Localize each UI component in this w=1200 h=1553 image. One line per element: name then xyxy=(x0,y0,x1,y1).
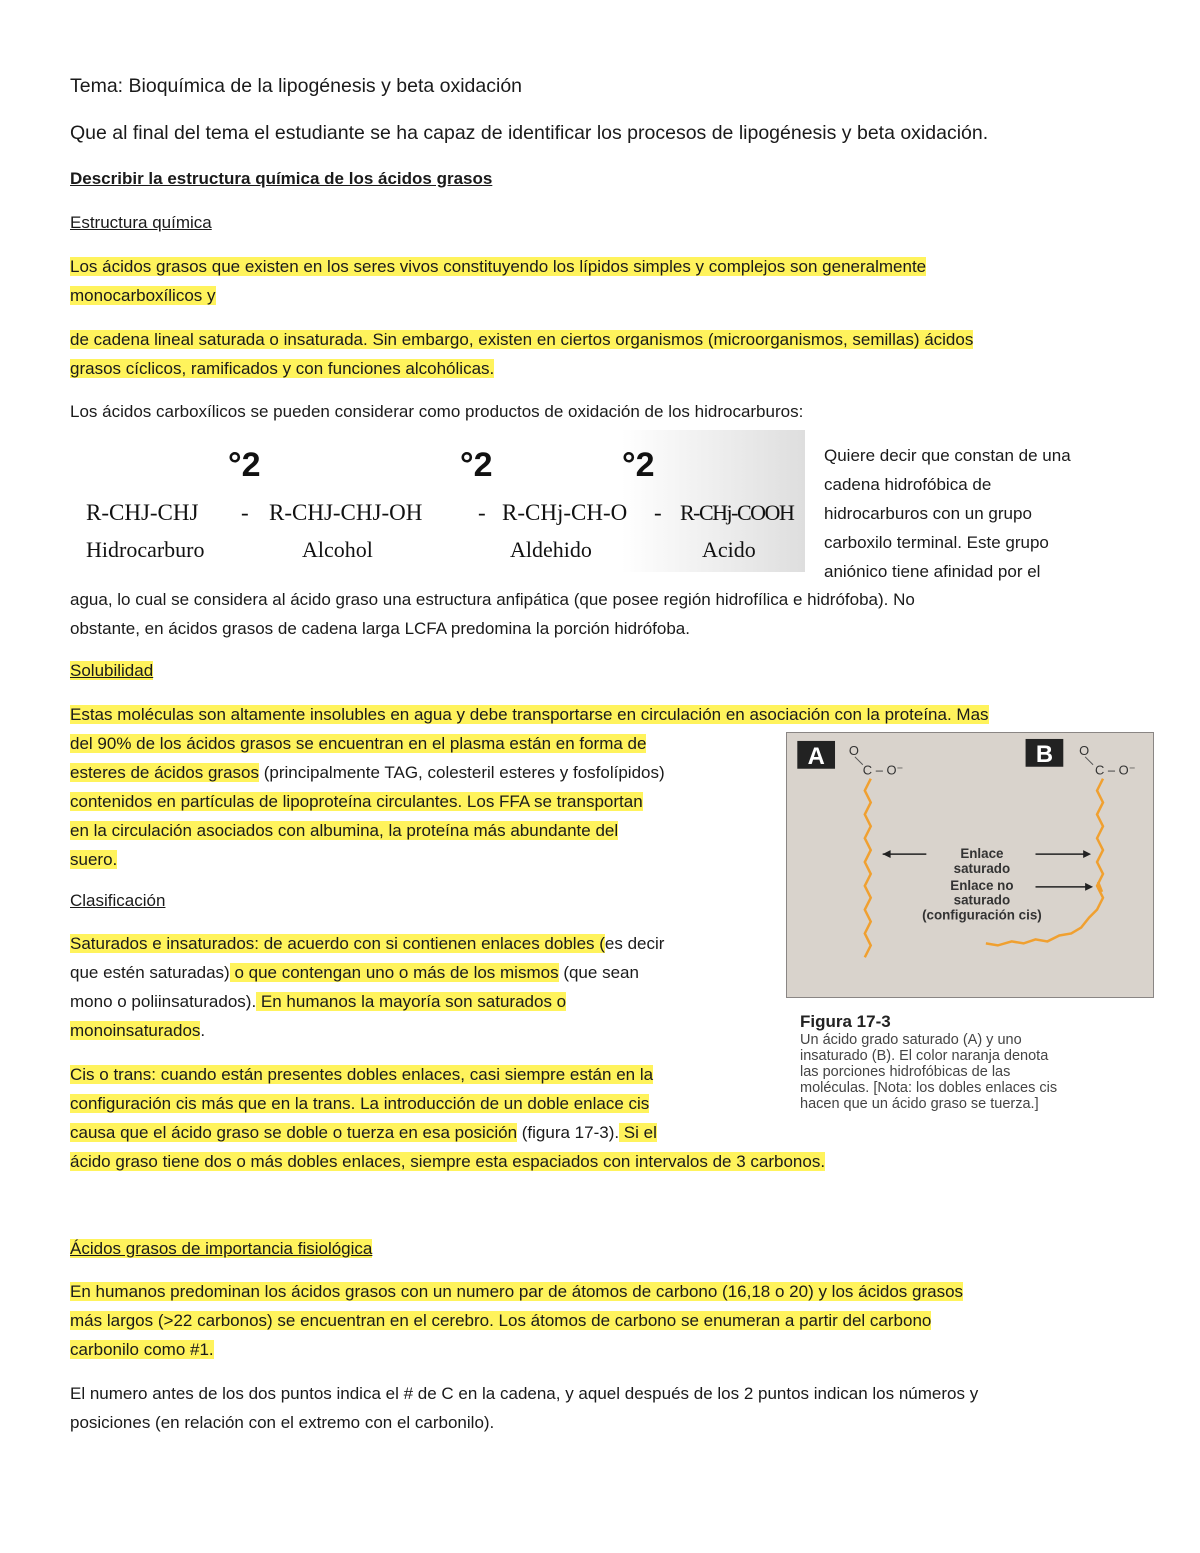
label-alcohol: Alcohol xyxy=(302,537,373,562)
heading-classification: Clasificación xyxy=(70,891,166,910)
figure-caption: Figura 17-3 Un ácido grado saturado (A) y uno insaturado (B). El color naranja denota las porciones hidrofóbicas de las moléculas. [Nota: los dobles enlaces cis hacen que un ácido graso se tuerza.] xyxy=(800,1012,1058,1112)
carboxyl-o-a: O xyxy=(848,742,859,758)
ox-mark-1: °2 xyxy=(228,446,261,484)
side-paragraph-amphipathic: Quiere decir que constan de una cadena hidrofóbica de hidrocarburos con un grupo carboxilo terminal. Este grupo aniónico tiene afinidad por el xyxy=(824,446,1071,581)
formula-acid: R-CHj-COOH xyxy=(680,500,794,525)
formula-sep-3: - xyxy=(654,500,662,525)
label-aldehyde: Aldehido xyxy=(510,537,592,562)
paragraph-notation: El numero antes de los dos puntos indica el # de C en la cadena, y aquel después de los 2 puntos indican los números y posiciones (en relación con el extremo con el carbonilo). xyxy=(70,1384,979,1432)
paragraph-amphipathic-cont: agua, lo cual se considera al ácido graso una estructura anfipática (que posee región hidrofílica e hidrófoba). No obstante, en ácidos grasos de cadena larga LCFA predomina la porción hidrófoba. xyxy=(70,590,915,638)
formula-aldehyde: R-CHj-CH-O xyxy=(502,500,628,525)
formula-sep-2: - xyxy=(478,500,486,525)
page-title: Tema: Bioquímica de la lipogénesis y beta oxidación xyxy=(70,75,523,97)
heading-physiological-importance: Ácidos grasos de importancia fisiológica xyxy=(70,1239,373,1258)
carboxyl-b: C – O⁻ xyxy=(1095,762,1136,778)
figure-17-3 xyxy=(786,732,1154,998)
label-configuracion-cis: (configuración cis) xyxy=(922,907,1042,923)
heading-solubility: Solubilidad xyxy=(70,661,154,680)
paragraph-human-fatty-acids: En humanos predominan los ácidos grasos con un numero par de átomos de carbono (16,18 o 20) y los ácidos grasos más largos (>22 carbonos) se encuentran en el cerebro. Los átomos de carbono se enumeran a partir del carbono carbonilo como #1. xyxy=(70,1282,964,1359)
label-acid: Acido xyxy=(702,537,756,562)
formula-hydrocarbon: R-CHJ-CHJ xyxy=(86,500,199,525)
saturated-chain-a xyxy=(865,779,871,958)
paragraph-solubility: Estas moléculas son altamente insolubles en agua y debe transportarse en circulación en asociación con la proteína. Mas del 90% de los ácidos grasos se encuentran en el plasma están en forma de esteres de ácidos grasos (principalmente TAG, colesteril esteres y fosfolípidos) contenidos en partículas de lipoproteína circulantes. Los FFA se transportan en la circulación asociados con albumina, la proteína más abundante del suero. xyxy=(70,705,989,869)
paragraph-fatty-acids-intro: Los ácidos grasos que existen en los seres vivos constituyendo los lípidos simples y complejos son generalmente monocarboxílicos y xyxy=(70,257,927,305)
formula-alcohol: R-CHJ-CHJ-OH xyxy=(269,500,423,525)
page-objective: Que al final del tema el estudiante se ha capaz de identificar los procesos de lipogénesis y beta oxidación. xyxy=(70,122,989,144)
label-saturado: saturado xyxy=(953,860,1011,876)
section-heading-structure: Describir la estructura química de los ácidos grasos xyxy=(70,169,493,188)
carboxyl-o-b: O xyxy=(1079,742,1090,758)
label-no-saturado: saturado xyxy=(953,892,1011,908)
figure-label-b: B xyxy=(1035,740,1054,768)
ox-mark-2: °2 xyxy=(460,446,493,484)
label-enlace: Enlace xyxy=(960,846,1004,862)
oxidation-formula-figure xyxy=(70,430,805,572)
paragraph-cis-trans: Cis o trans: cuando están presentes dobles enlaces, casi siempre están en la configuración cis más que en la trans. La introducción de un doble enlace cis causa que el ácido graso se doble o tuerza en esa posición (figura 17-3). Si el ácido graso tiene dos o más dobles enlaces, siempre esta espaciados con intervalos de 3 carbonos. xyxy=(70,1065,826,1171)
ox-mark-3: °2 xyxy=(622,446,655,484)
figure-label-a: A xyxy=(807,742,825,770)
paragraph-linear-chain: de cadena lineal saturada o insaturada. Sin embargo, existen en ciertos organismos (microorganismos, semillas) ácidos grasos cíclicos, ramificados y con funciones alcohólicas. xyxy=(70,330,974,378)
label-enlace-no: Enlace no xyxy=(950,877,1014,893)
subheading-chemical-structure: Estructura química xyxy=(70,213,212,232)
formula-sep-1: - xyxy=(241,500,249,525)
carboxyl-a: C – O⁻ xyxy=(862,762,904,778)
paragraph-saturated: Saturados e insaturados: de acuerdo con si contienen enlaces dobles (es decir que estén saturadas) o que contengan uno o más de los mismos (que sean mono o poliinsaturados). En humanos la mayoría son saturados o monoinsaturados. xyxy=(70,934,665,1040)
paragraph-carboxylic-oxidation: Los ácidos carboxílicos se pueden considerar como productos de oxidación de los hidrocarburos: xyxy=(70,402,804,421)
label-hydrocarbon: Hidrocarburo xyxy=(86,537,205,562)
